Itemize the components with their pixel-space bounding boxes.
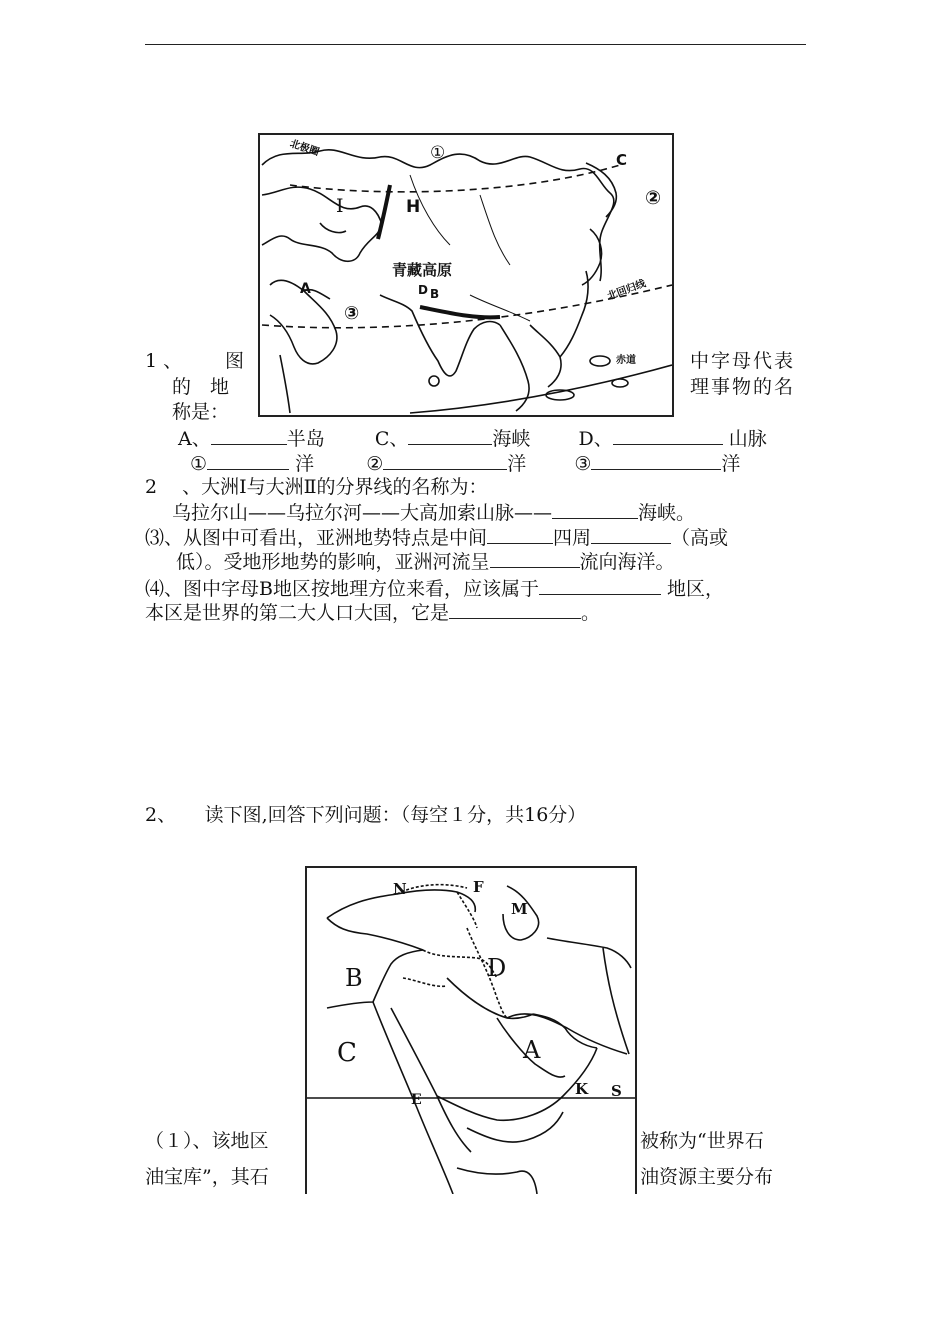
point-a-label: A [300, 281, 311, 297]
header-rule [145, 44, 806, 45]
q2-heading: 2、 读下图,回答下列问题：（每空１分，共16分） [145, 804, 587, 826]
q2-sub1-left2: 油宝库”，其石 [145, 1166, 269, 1188]
ocean-2-label: ② [645, 187, 662, 209]
asia-map [258, 133, 674, 417]
q1-item1-right: 中字母代表 [690, 350, 796, 372]
answer-c-blank[interactable] [408, 426, 492, 445]
item2-suffix: 海峡。 [638, 502, 696, 524]
item3-suffix: （高或 [671, 527, 729, 549]
answer-country-blank[interactable] [449, 600, 581, 619]
answer-strait-blank[interactable] [552, 500, 638, 519]
ocean3-suffix: 洋 [721, 453, 741, 475]
point-d-label: D [418, 283, 428, 297]
item3-line2-prefix: 低）。受地形地势的影响，亚洲河流呈 [176, 551, 490, 573]
plateau-label: 青藏高原 [392, 261, 453, 279]
ocean2-suffix: 洋 [507, 453, 527, 475]
item3-line2-suffix: 流向海洋。 [579, 551, 675, 573]
point-c-label: C [337, 1038, 357, 1068]
item3-mid: 四周 [553, 527, 592, 549]
answer-d-blank[interactable] [613, 426, 723, 445]
answer-middle-blank[interactable] [487, 525, 553, 544]
q1-item3-line1 [145, 525, 728, 549]
ocean-3-label: ③ [344, 303, 360, 324]
answer-ocean3-blank[interactable] [591, 451, 721, 470]
a-suffix: 半岛 [286, 428, 325, 450]
asia-map-outline [260, 135, 672, 415]
answer-ocean2-blank[interactable] [383, 451, 507, 470]
c-label: C、 [374, 428, 409, 450]
q1-item1-row3: 称是： [172, 401, 230, 423]
point-s-label: S [611, 1082, 622, 1100]
answer-ocean1-blank[interactable] [207, 451, 289, 470]
q1-item2-line1: 2 、大洲Ⅰ与大洲Ⅱ的分界线的名称为： [145, 476, 488, 498]
q1-item4-line2 [145, 600, 600, 624]
ocean3-label: ③ [574, 453, 592, 475]
q2-sub1-left1: （１）、该地区 [145, 1130, 269, 1152]
q1-item4-line1 [145, 576, 724, 600]
point-a-label: A [523, 1036, 541, 1064]
point-e-label: E [411, 1092, 422, 1108]
d-label: D、 [578, 428, 613, 450]
ocean2-label: ② [366, 453, 384, 475]
answer-flow-blank[interactable] [490, 549, 580, 568]
q1-item1-row2-left: 的 地 [172, 376, 230, 398]
q1-answer-row-oceans [190, 451, 740, 475]
q1-item1-row2-right: 理事物的名 [690, 376, 796, 398]
middle-east-map-outline [307, 868, 635, 1194]
item4-line2-prefix: 本区是世界的第二大人口大国，它是 [145, 602, 450, 624]
ocean1-suffix: 洋 [295, 453, 315, 475]
item4-prefix: ⑷、图中字母B地区按地理方位来看，应该属于 [145, 578, 539, 600]
point-d-label: D [487, 954, 507, 982]
a-label: A、 [178, 428, 211, 450]
continent-i-label: I [336, 195, 344, 217]
q1-item1-left-word: 图 [225, 350, 245, 372]
arctic-circle-label: 北极圈 [288, 138, 321, 159]
answer-a-blank[interactable] [211, 426, 287, 445]
point-b-label: B [345, 964, 363, 992]
point-b-label: B [430, 287, 440, 301]
point-n-label: N [393, 880, 407, 898]
item3-prefix: ⑶、从图中可看出，亚洲地势特点是中间 [145, 527, 488, 549]
q1-answer-row-a-c-d [178, 426, 767, 450]
answer-region-blank[interactable] [539, 576, 661, 595]
middle-east-map [305, 866, 637, 1194]
point-f-label: F [473, 878, 484, 896]
point-c-label: C [616, 151, 628, 169]
answer-around-blank[interactable] [591, 525, 671, 544]
ocean1-label: ① [190, 453, 208, 475]
c-suffix: 海峡 [492, 428, 531, 450]
item4-line2-suffix: 。 [581, 602, 601, 624]
tropic-label: 北回归线 [606, 278, 648, 303]
point-k-label: K [575, 1080, 589, 1098]
item2-prefix: 乌拉尔山——乌拉尔河——大高加索山脉—— [172, 502, 553, 524]
q1-item3-line2 [176, 549, 675, 573]
continent-ii-label: H [406, 197, 421, 217]
q2-sub1-right2: 油资源主要分布 [640, 1166, 774, 1188]
q1-item1-num: 1 、 [145, 350, 183, 372]
item4-suffix: 地区， [667, 578, 725, 600]
q2-sub1-right1: 被称为“世界石 [640, 1130, 764, 1152]
ocean-1-label: ① [430, 143, 446, 163]
point-m-label: M [511, 900, 528, 918]
d-suffix: 山脉 [728, 428, 767, 450]
q1-item2-line2 [172, 500, 695, 524]
equator-label: 赤道 [616, 355, 636, 366]
